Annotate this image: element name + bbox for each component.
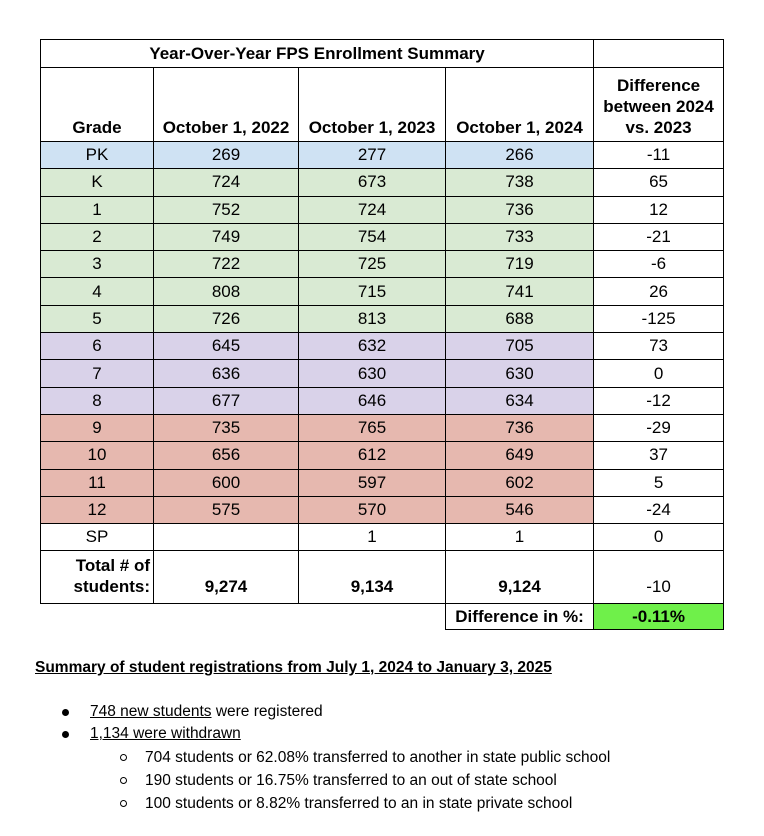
year-2024-cell: 266 bbox=[446, 142, 594, 169]
sub-bullet-text: 100 students or 8.82% transferred to an in state private school bbox=[145, 795, 573, 812]
total-label: Total # of students: bbox=[41, 551, 154, 604]
percent-value: -0.11% bbox=[594, 604, 724, 630]
difference-cell: 5 bbox=[594, 469, 724, 496]
year-2022-cell: 600 bbox=[154, 469, 299, 496]
year-2023-cell: 630 bbox=[299, 360, 446, 387]
year-2022-cell: 269 bbox=[154, 142, 299, 169]
bullet-circle-icon bbox=[120, 777, 127, 784]
year-2024-cell: 1 bbox=[446, 524, 594, 551]
list-item bbox=[62, 701, 323, 723]
year-2022-cell: 752 bbox=[154, 196, 299, 223]
header-difference: Difference between 2024 vs. 2023 bbox=[594, 68, 724, 142]
grade-cell: 1 bbox=[41, 196, 154, 223]
grade-cell: 11 bbox=[41, 469, 154, 496]
bullet-text: were registered bbox=[211, 703, 323, 720]
year-2023-cell: 673 bbox=[299, 169, 446, 196]
year-2022-cell: 656 bbox=[154, 442, 299, 469]
year-2022-cell: 735 bbox=[154, 414, 299, 441]
enrollment-table bbox=[40, 39, 724, 630]
table-header-row bbox=[41, 68, 724, 142]
table-row bbox=[41, 333, 724, 360]
difference-cell: -6 bbox=[594, 251, 724, 278]
difference-cell: 65 bbox=[594, 169, 724, 196]
total-2023: 9,134 bbox=[299, 551, 446, 604]
grade-cell: 10 bbox=[41, 442, 154, 469]
header-grade: Grade bbox=[41, 68, 154, 142]
year-2024-cell: 649 bbox=[446, 442, 594, 469]
header-2023: October 1, 2023 bbox=[299, 68, 446, 142]
table-row bbox=[41, 387, 724, 414]
year-2022-cell: 808 bbox=[154, 278, 299, 305]
total-2024: 9,124 bbox=[446, 551, 594, 604]
year-2023-cell: 570 bbox=[299, 496, 446, 523]
year-2023-cell: 597 bbox=[299, 469, 446, 496]
sub-bullet-text: 190 students or 16.75% transferred to an out of state school bbox=[145, 772, 557, 789]
grade-cell: PK bbox=[41, 142, 154, 169]
total-row bbox=[41, 551, 724, 604]
percent-label: Difference in %: bbox=[446, 604, 594, 630]
year-2023-cell: 724 bbox=[299, 196, 446, 223]
header-2022: October 1, 2022 bbox=[154, 68, 299, 142]
year-2023-cell: 715 bbox=[299, 278, 446, 305]
bullet-dot-icon bbox=[62, 709, 69, 716]
table-row bbox=[41, 496, 724, 523]
summary-bullet-list bbox=[62, 701, 323, 745]
year-2022-cell: 749 bbox=[154, 223, 299, 250]
difference-cell: -12 bbox=[594, 387, 724, 414]
year-2023-cell: 813 bbox=[299, 305, 446, 332]
year-2024-cell: 705 bbox=[446, 333, 594, 360]
difference-cell: -29 bbox=[594, 414, 724, 441]
blank-cell bbox=[154, 604, 299, 630]
bullet-circle-icon bbox=[120, 754, 127, 761]
difference-cell: 12 bbox=[594, 196, 724, 223]
difference-cell: 37 bbox=[594, 442, 724, 469]
year-2022-cell bbox=[154, 524, 299, 551]
year-2024-cell: 719 bbox=[446, 251, 594, 278]
list-item bbox=[120, 792, 610, 815]
year-2024-cell: 634 bbox=[446, 387, 594, 414]
summary-sub-list bbox=[120, 746, 610, 815]
grade-cell: SP bbox=[41, 524, 154, 551]
difference-cell: -21 bbox=[594, 223, 724, 250]
grade-cell: 9 bbox=[41, 414, 154, 441]
grade-cell: 12 bbox=[41, 496, 154, 523]
table-row bbox=[41, 196, 724, 223]
year-2024-cell: 736 bbox=[446, 196, 594, 223]
difference-cell: -24 bbox=[594, 496, 724, 523]
year-2024-cell: 630 bbox=[446, 360, 594, 387]
year-2023-cell: 725 bbox=[299, 251, 446, 278]
year-2022-cell: 575 bbox=[154, 496, 299, 523]
difference-cell: -125 bbox=[594, 305, 724, 332]
table-row bbox=[41, 414, 724, 441]
sub-bullet-text: 704 students or 62.08% transferred to another in state public school bbox=[145, 749, 611, 766]
table-row bbox=[41, 251, 724, 278]
year-2024-cell: 736 bbox=[446, 414, 594, 441]
year-2022-cell: 726 bbox=[154, 305, 299, 332]
list-item bbox=[62, 723, 323, 745]
table-row bbox=[41, 305, 724, 332]
year-2022-cell: 724 bbox=[154, 169, 299, 196]
table-row bbox=[41, 360, 724, 387]
year-2023-cell: 754 bbox=[299, 223, 446, 250]
bullet-circle-icon bbox=[120, 800, 127, 807]
table-row bbox=[41, 169, 724, 196]
blank-cell bbox=[299, 604, 446, 630]
table-row bbox=[41, 223, 724, 250]
table-row bbox=[41, 442, 724, 469]
grade-cell: 8 bbox=[41, 387, 154, 414]
year-2024-cell: 738 bbox=[446, 169, 594, 196]
list-item bbox=[120, 769, 610, 792]
year-2024-cell: 546 bbox=[446, 496, 594, 523]
title-blank-cell bbox=[594, 40, 724, 68]
grade-cell: K bbox=[41, 169, 154, 196]
difference-cell: -11 bbox=[594, 142, 724, 169]
difference-cell: 0 bbox=[594, 360, 724, 387]
table-row bbox=[41, 278, 724, 305]
grade-cell: 4 bbox=[41, 278, 154, 305]
year-2024-cell: 733 bbox=[446, 223, 594, 250]
bullet-dot-icon bbox=[62, 731, 69, 738]
header-2024: October 1, 2024 bbox=[446, 68, 594, 142]
year-2024-cell: 741 bbox=[446, 278, 594, 305]
year-2023-cell: 632 bbox=[299, 333, 446, 360]
year-2023-cell: 612 bbox=[299, 442, 446, 469]
year-2022-cell: 677 bbox=[154, 387, 299, 414]
total-2022: 9,274 bbox=[154, 551, 299, 604]
percent-row bbox=[41, 604, 724, 630]
year-2023-cell: 277 bbox=[299, 142, 446, 169]
blank-cell bbox=[41, 604, 154, 630]
grade-cell: 2 bbox=[41, 223, 154, 250]
year-2023-cell: 765 bbox=[299, 414, 446, 441]
table-row bbox=[41, 469, 724, 496]
year-2022-cell: 722 bbox=[154, 251, 299, 278]
list-item bbox=[120, 746, 610, 769]
difference-cell: 26 bbox=[594, 278, 724, 305]
year-2024-cell: 602 bbox=[446, 469, 594, 496]
table-title: Year-Over-Year FPS Enrollment Summary bbox=[41, 40, 594, 68]
grade-cell: 7 bbox=[41, 360, 154, 387]
total-difference: -10 bbox=[594, 551, 724, 604]
table-row bbox=[41, 524, 724, 551]
bullet-link: 1,134 were withdrawn bbox=[90, 725, 241, 742]
grade-cell: 3 bbox=[41, 251, 154, 278]
summary-heading: Summary of student registrations from July 1, 2024 to January 3, 2025 bbox=[35, 659, 552, 676]
bullet-link: 748 new students bbox=[90, 703, 212, 720]
difference-cell: 73 bbox=[594, 333, 724, 360]
year-2022-cell: 645 bbox=[154, 333, 299, 360]
grade-cell: 6 bbox=[41, 333, 154, 360]
year-2023-cell: 1 bbox=[299, 524, 446, 551]
grade-cell: 5 bbox=[41, 305, 154, 332]
difference-cell: 0 bbox=[594, 524, 724, 551]
table-row bbox=[41, 142, 724, 169]
year-2023-cell: 646 bbox=[299, 387, 446, 414]
year-2024-cell: 688 bbox=[446, 305, 594, 332]
table-title-row bbox=[41, 40, 724, 68]
year-2022-cell: 636 bbox=[154, 360, 299, 387]
